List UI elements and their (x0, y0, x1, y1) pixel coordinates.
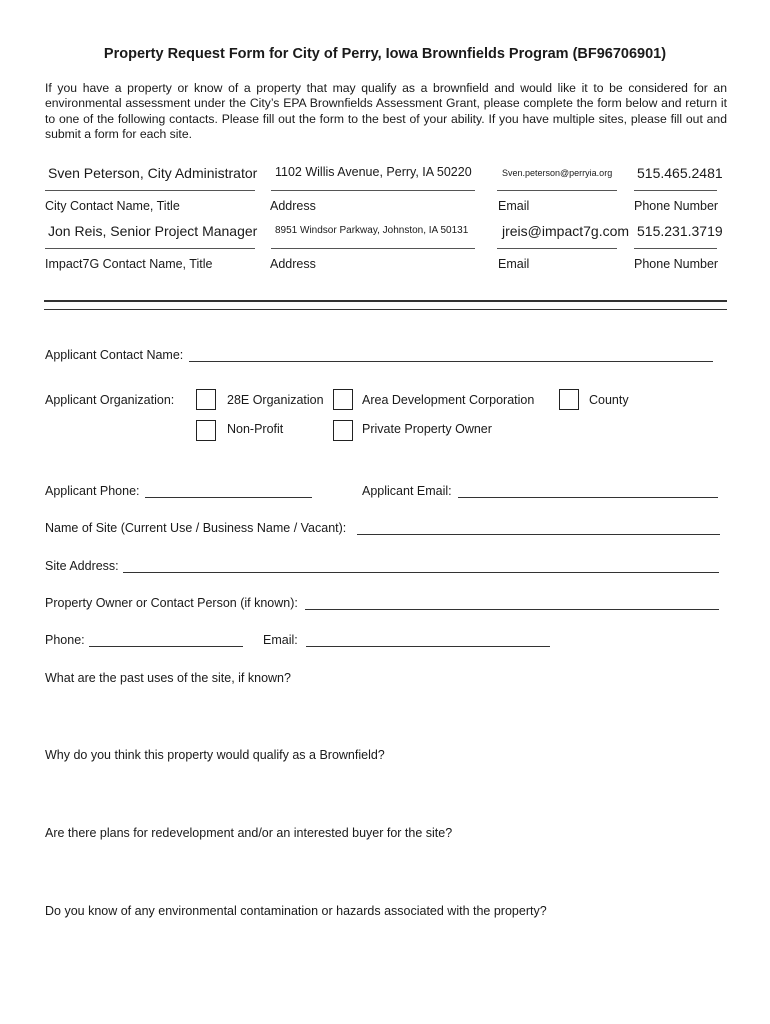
city-contact-phone: 515.465.2481 (637, 165, 723, 181)
answer-past-uses-area[interactable] (45, 690, 720, 740)
answer-brownfield-qualification-area[interactable] (45, 767, 720, 817)
impact7g-contact-email: jreis@impact7g.com (502, 223, 630, 239)
owner-email-field[interactable] (306, 646, 550, 647)
applicant-contact-name-label: Applicant Contact Name: (45, 348, 184, 362)
city-address-label: Address (270, 199, 316, 213)
impact7g-email-label: Email (498, 257, 530, 271)
option-area-development-corporation-label: Area Development Corporation (362, 393, 535, 407)
checkbox-private-property-owner[interactable] (333, 420, 353, 441)
site-address-label: Site Address: (45, 559, 119, 573)
property-owner-field[interactable] (305, 609, 719, 610)
question-brownfield-qualification: Why do you think this property would qualify as a Brownfield? (45, 748, 385, 762)
applicant-email-label: Applicant Email: (362, 484, 452, 498)
impact7g-contact-address: 8951 Windsor Parkway, Johnston, IA 50131 (275, 225, 469, 236)
applicant-phone-label: Applicant Phone: (45, 484, 140, 498)
impact7g-phone-underline (634, 248, 717, 249)
impact7g-contact-name: Jon Reis, Senior Project Manager (48, 223, 258, 239)
answer-redevelopment-plans-area[interactable] (45, 845, 720, 895)
question-environmental-contamination: Do you know of any environmental contamination or hazards associated with the property? (45, 904, 547, 918)
city-phone-underline (634, 190, 717, 191)
city-email-label: Email (498, 199, 530, 213)
city-contact-address: 1102 Willis Avenue, Perry, IA 50220 (275, 165, 472, 179)
applicant-contact-name-field[interactable] (189, 361, 713, 362)
impact7g-contact-name-label: Impact7G Contact Name, Title (45, 257, 213, 271)
city-contact-email: Sven.peterson@perryia.org (502, 168, 613, 178)
checkbox-28e-organization[interactable] (196, 389, 216, 410)
impact7g-contact-phone: 515.231.3719 (637, 223, 723, 239)
site-name-field[interactable] (357, 534, 720, 535)
intro-paragraph: If you have a property or know of a property that may qualify as a brownfield and would like it to be considered for an environmental assessment under the City’s EPA Brownfields Assessment Grant, please complete the form below and return it to one of the following contacts. Please fill out the form to the best of your ability. If you have multiple sites, please fill out and submit a form for each site. (45, 81, 727, 141)
owner-phone-label: Phone: (45, 633, 85, 647)
owner-phone-field[interactable] (89, 646, 243, 647)
applicant-organization-label: Applicant Organization: (45, 393, 175, 407)
applicant-email-field[interactable] (458, 497, 718, 498)
option-private-property-owner-label: Private Property Owner (362, 422, 492, 436)
question-past-uses: What are the past uses of the site, if known? (45, 671, 291, 685)
site-name-label: Name of Site (Current Use / Business Name / Vacant): (45, 521, 347, 535)
city-address-underline (271, 190, 475, 191)
impact7g-email-underline (497, 248, 617, 249)
impact7g-name-underline (45, 248, 255, 249)
city-name-underline (45, 190, 255, 191)
option-county-label: County (589, 393, 629, 407)
applicant-phone-field[interactable] (145, 497, 312, 498)
checkbox-county[interactable] (559, 389, 579, 410)
site-address-field[interactable] (123, 572, 719, 573)
impact7g-address-label: Address (270, 257, 316, 271)
impact7g-phone-label: Phone Number (634, 257, 719, 271)
impact7g-address-underline (271, 248, 475, 249)
property-owner-label: Property Owner or Contact Person (if known): (45, 596, 298, 610)
checkbox-area-development-corporation[interactable] (333, 389, 353, 410)
question-redevelopment-plans: Are there plans for redevelopment and/or an interested buyer for the site? (45, 826, 453, 840)
section-divider-thick (44, 300, 727, 302)
checkbox-non-profit[interactable] (196, 420, 216, 441)
city-contact-name-label: City Contact Name, Title (45, 199, 180, 213)
city-email-underline (497, 190, 617, 191)
form-title: Property Request Form for City of Perry, Iowa Brownfields Program (BF96706901) (103, 46, 667, 62)
city-phone-label: Phone Number (634, 199, 719, 213)
option-28e-organization-label: 28E Organization (227, 393, 324, 407)
section-divider-thin (44, 309, 727, 310)
owner-email-label: Email: (263, 633, 298, 647)
option-non-profit-label: Non-Profit (227, 422, 284, 436)
city-contact-name: Sven Peterson, City Administrator (48, 165, 258, 181)
answer-environmental-contamination-area[interactable] (45, 923, 720, 983)
